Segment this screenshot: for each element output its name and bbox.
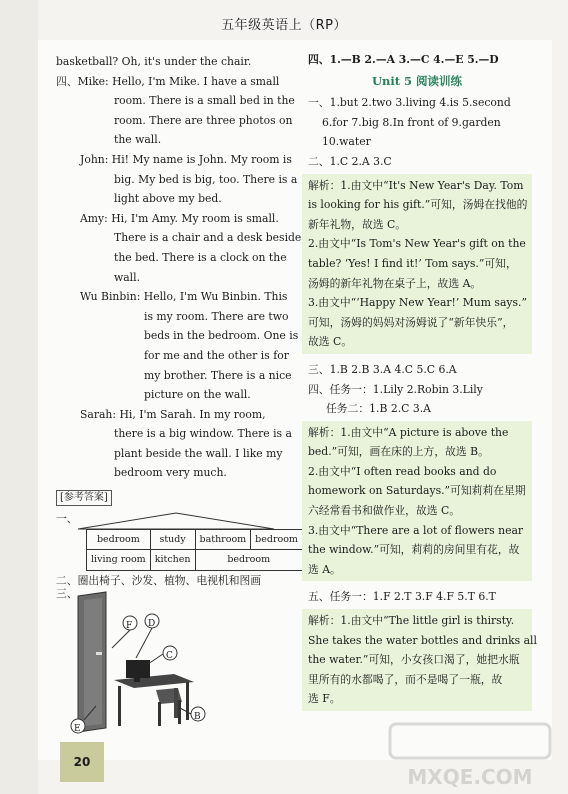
text-line: 6.for 7.big 8.In front of 9.garden	[322, 115, 501, 129]
room-table	[86, 529, 303, 571]
unit-title: Unit 5 阅读训练	[371, 73, 463, 88]
text-line: 选 F。	[308, 692, 341, 706]
roof-icon	[78, 511, 274, 531]
page-gutter	[0, 0, 38, 794]
room-cell: bedroom	[87, 529, 151, 550]
text-line: There is a chair and a desk beside	[114, 231, 302, 245]
text-line: room. There are three photos on	[114, 113, 293, 127]
text-line: wall.	[114, 270, 141, 284]
room-illustration	[56, 587, 296, 740]
text-line: the bed. There is a clock on the	[114, 250, 287, 264]
text-line: room. There is a small bed in the	[114, 94, 295, 108]
room-cell: bedroom	[195, 550, 302, 571]
room-cell: bedroom	[251, 529, 303, 550]
text-line: 一、1.but 2.two 3.living 4.is 5.second	[308, 96, 511, 110]
text-line: beds in the bedroom. One is	[144, 329, 299, 343]
text-line: 汤姆的新年礼物在桌子上，故选 A。	[308, 276, 482, 290]
text-line: 任务二：1.B 2.C 3.A	[326, 402, 431, 416]
text-line: picture on the wall.	[144, 388, 251, 402]
text-line: plant beside the wall. I like my	[114, 446, 283, 460]
text-line: the window.”可知，莉莉的房间里有花，故	[308, 543, 520, 557]
right-column	[308, 50, 537, 713]
text-line: She takes the water bottles and drinks all	[308, 633, 537, 647]
text-line: there is a big window. There is a	[114, 427, 292, 441]
label-d: D	[148, 619, 156, 630]
text-line: John: Hi! My name is John. My room is	[80, 152, 292, 166]
label-c: C	[166, 651, 173, 662]
text-line: 解析：1.由文中“A picture is above the	[308, 425, 509, 439]
analysis-box	[302, 174, 532, 354]
house-diagram	[56, 507, 296, 569]
room-cell: living room	[87, 550, 151, 571]
text-line: table? ‘Yes! I find it!’ Tom says.”可知，	[308, 256, 517, 270]
text-line: 3.由文中“‘Happy New Year!’ Mum says.”	[308, 296, 527, 310]
text-line: 解析：1.由文中“It's New Year's Day. Tom	[308, 178, 524, 192]
text-line: the water.”可知，小女孩口渴了，她把水瓶	[308, 653, 520, 667]
page-header: 五年级英语上（RP）	[221, 18, 347, 33]
text-line: 二、1.C 2.A 3.C	[308, 154, 392, 168]
watermark-text: MXQE.COM	[407, 765, 533, 789]
text-line: 四、1.—B 2.—A 3.—C 4.—E 5.—D	[308, 53, 499, 66]
text-line: 四、Mike: Hello, I'm Mike. I have a small	[56, 74, 280, 88]
text-line: 六经常看书和做作业，故选 C。	[308, 504, 461, 518]
text-line: 里所有的水都喝了，而不是喝了一瓶，故	[308, 672, 503, 686]
page-number: 20	[60, 742, 104, 782]
analysis-box	[302, 609, 537, 711]
text-line: Wu Binbin: Hello, I'm Wu Binbin. This	[80, 290, 288, 304]
text-line: Sarah: Hi, I'm Sarah. In my room,	[80, 407, 266, 421]
text-line: for me and the other is for	[144, 348, 289, 362]
watermark-logo-icon	[380, 720, 560, 794]
question-label: 三、	[56, 587, 78, 601]
label-b: B	[194, 712, 201, 723]
text-line: basketball? Oh, it's under the chair.	[56, 55, 252, 68]
text-line: homework on Saturdays.”可知莉莉在星期	[308, 484, 526, 498]
answer-key-tag: [参考答案]	[56, 490, 112, 506]
text-line: 解析：1.由文中“The little girl is thirsty.	[308, 614, 515, 628]
room-cell: study	[150, 529, 195, 550]
question-label: 一、	[56, 511, 78, 525]
text-line: is looking for his gift.”可知，汤姆在找他的	[308, 198, 528, 212]
text-line: 3.由文中“There are a lot of flowers near	[308, 523, 524, 537]
text-line: 10.water	[322, 135, 371, 149]
room-cell: kitchen	[150, 550, 195, 571]
left-column	[56, 52, 302, 740]
text-line: 2.由文中“Is Tom's New Year's gift on the	[308, 237, 526, 251]
text-line: 五、任务一：1.F 2.T 3.F 4.F 5.T 6.T	[308, 590, 496, 604]
label-e: E	[74, 724, 81, 735]
text-line: big. My bed is big, too. There is a	[114, 172, 298, 186]
text-line: 故选 C。	[308, 335, 353, 349]
text-line: bedroom very much.	[114, 466, 227, 480]
text-line: my brother. There is a nice	[144, 368, 292, 382]
text-line: 新年礼物，故选 C。	[308, 217, 407, 231]
text-line: Amy: Hi, I'm Amy. My room is small.	[80, 211, 279, 225]
text-line: 2.由文中“I often read books and do	[308, 464, 497, 478]
text-line: light above my bed.	[114, 192, 222, 206]
text-line: 四、任务一：1.Lily 2.Robin 3.Lily	[308, 382, 483, 396]
text-line: the wall.	[114, 133, 162, 147]
analysis-box	[302, 421, 532, 582]
room-cell: bathroom	[195, 529, 251, 550]
text-line: 三、1.B 2.B 3.A 4.C 5.C 6.A	[308, 362, 457, 376]
text-line: 选 A。	[308, 562, 341, 576]
text-line: 二、圈出椅子、沙发、植物、电视机和图画	[56, 573, 262, 587]
label-f: F	[126, 621, 133, 632]
text-line: 可知，汤姆的妈妈对汤姆说了“新年快乐”，	[308, 315, 514, 329]
text-line: is my room. There are two	[144, 309, 289, 323]
text-line: bed.”可知，画在床的上方，故选 B。	[308, 445, 489, 459]
